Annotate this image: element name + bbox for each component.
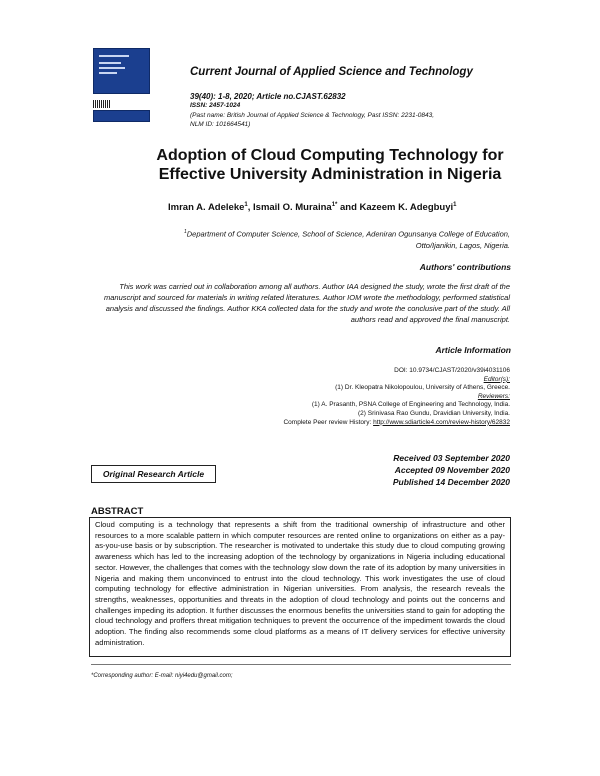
review-history-link[interactable]: http://www.sdiarticle4.com/review-history/62832 (373, 418, 510, 426)
contributions-heading: Authors' contributions (419, 262, 511, 272)
publisher-logo (93, 110, 150, 122)
abstract-box: Cloud computing is a technology that represents a shift from the traditional ownership of infrastructure and other resources to a more scalable pattern in which computer resources are rented online to organizations on either as a pay-as-you-use basis or by subscription. The researcher is motivated to undertake this study due to cloud computing growing awareness which has led to the increasing adoption of the technology by organizations in Nigeria including educational sector. However, the challenges that comes with the technology slow down the rate of its adoption by many universities in Nigeria and making them unconvinced to entrust into the cloud technology. This work investigates the use of cloud computing technology for effective administration in Nigerian universities. From analysis, the research reveals the strengths, weaknesses, opportunities and threats in the adoption of cloud technology and points out the concerns and challenges impeding its adoption. It further discusses the enormous benefits the universities stand to gain for adopting the cloud technology and proffers threat mitigation techniques to prevent the occurrence of the impediment towards the cloud adoption. The finding also recommends some cloud platforms as a means of IT delivery services for effective university administration. (89, 517, 511, 657)
barcode-image (93, 100, 110, 108)
affiliation: $^1$Department of Computer Science, School of Science, Adeniran Ogunsanya College of Education, Otto/Ijanikin, Lagos, Nigeria. (183, 229, 510, 250)
corresponding-author-note: *Corresponding author: E-mail: niyi4edu@gmail.com; (91, 673, 233, 679)
article-type-box: Original Research Article (91, 465, 216, 483)
journal-title: Current Journal of Applied Science and Technology (190, 66, 473, 78)
author-name: Kazeem K. Adegbuyi (359, 202, 454, 214)
past-name: (Past name: British Journal of Applied Science & Technology, Past ISSN: 2231-0843, NLM ID: 101664541) (190, 112, 435, 128)
issn-line: ISSN: 2457-1024 (190, 102, 241, 109)
doi: DOI: 10.9734/CJAST/2020/v39i4031106 (394, 367, 510, 374)
contributions-text: This work was carried out in collaboration among all authors. Author IAA designed the study, wrote the first draft of the manuscript and sourced for materials in writing related literatures. Author IOM wrote the methodology, performed statistical analysis and discussed the findings. Author KKA collected data for the study and wrote the conclusive part of the study. All authors read and approved the final manuscript. (103, 282, 510, 324)
author-list: Imran A. Adeleke$^1$, Ismail O. Muraina$^{1*}$ and Kazeem K. Adegbuyi$^1$ (168, 202, 457, 214)
journal-cover-thumbnail (93, 48, 150, 94)
publication-dates: Received 03 September 2020 Accepted 09 November 2020 Published 14 December 2020 (392, 453, 510, 487)
article-info-heading: Article Information (435, 345, 511, 355)
volume-line: 39(40): 1-8, 2020; Article no.CJAST.62832 (190, 92, 346, 101)
author-name: Imran A. Adeleke (168, 202, 245, 214)
author-name: Ismail O. Muraina (253, 202, 332, 214)
footnote-divider (91, 664, 511, 665)
article-info: DOI: 10.9734/CJAST/2020/v39i4031106 Editor(s): (1) Dr. Kleopatra Nikolopoulou, University of Athens, Greece. Reviewers: (1) A. Prasanth, PSNA College of Engineering and Technology, India. (2) Srinivasa Rao Gundu, Dravidian University, India. Complete Peer review History: http://www.sdiarticle4.com/review-history/62832 (230, 367, 510, 427)
abstract-heading: ABSTRACT (91, 506, 144, 517)
paper-title: Adoption of Cloud Computing Technology for Effective University Administration in Nigeria (156, 147, 504, 183)
